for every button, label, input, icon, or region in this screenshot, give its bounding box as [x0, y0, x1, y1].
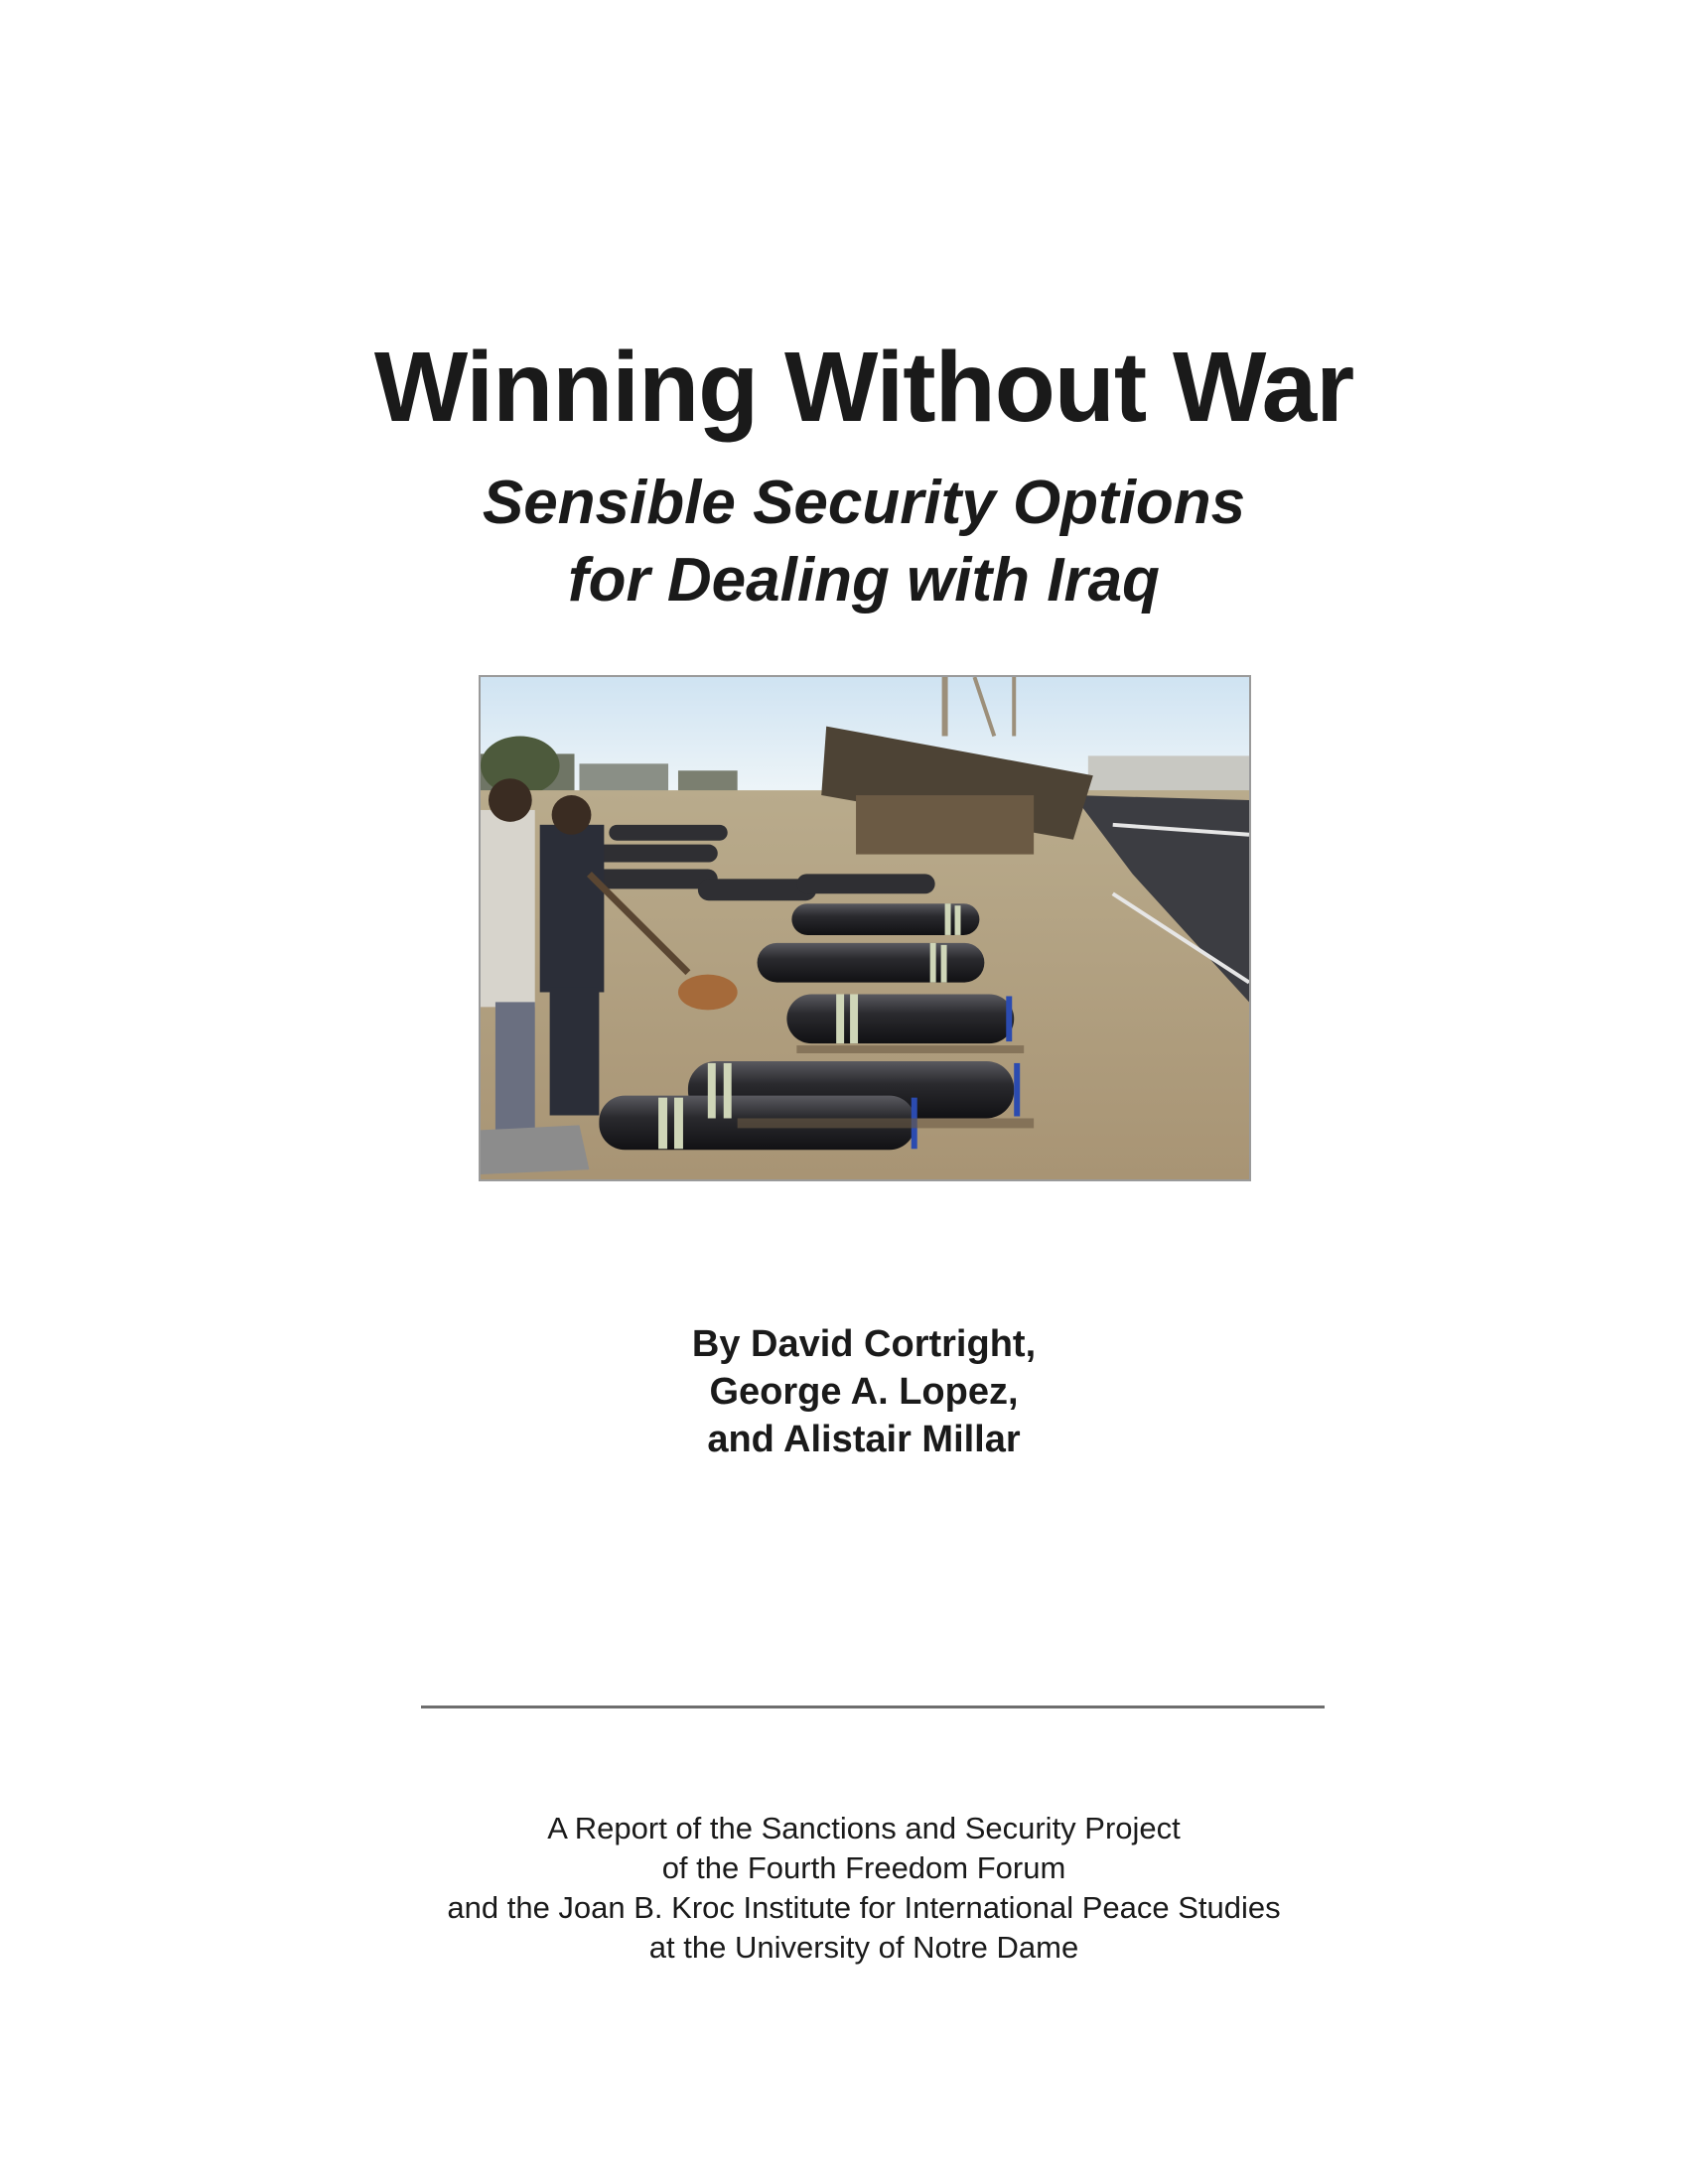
- subtitle-line: Sensible Security Options: [482, 469, 1246, 537]
- credit-line: at the University of Notre Dame: [648, 1930, 1079, 1965]
- credit-line: and the Joan B. Kroc Institute for International Peace Studies: [447, 1890, 1281, 1925]
- cover-photo: [479, 675, 1251, 1181]
- credit-line: A Report of the Sanctions and Security Project: [547, 1811, 1181, 1845]
- author-line: By David Cortright,: [691, 1323, 1037, 1365]
- credit-line: of the Fourth Freedom Forum: [661, 1850, 1066, 1885]
- subtitle-line: for Dealing with Iraq: [568, 546, 1160, 614]
- report-subtitle: [0, 465, 1688, 619]
- munitions-photo-illustration: [481, 677, 1249, 1179]
- horizontal-divider: [421, 1706, 1325, 1708]
- author-line: George A. Lopez,: [709, 1371, 1019, 1413]
- report-title: Winning Without War: [373, 332, 1354, 443]
- publisher-credit: [0, 1809, 1688, 1968]
- authors-block: [0, 1320, 1688, 1463]
- author-line: and Alistair Millar: [707, 1419, 1021, 1460]
